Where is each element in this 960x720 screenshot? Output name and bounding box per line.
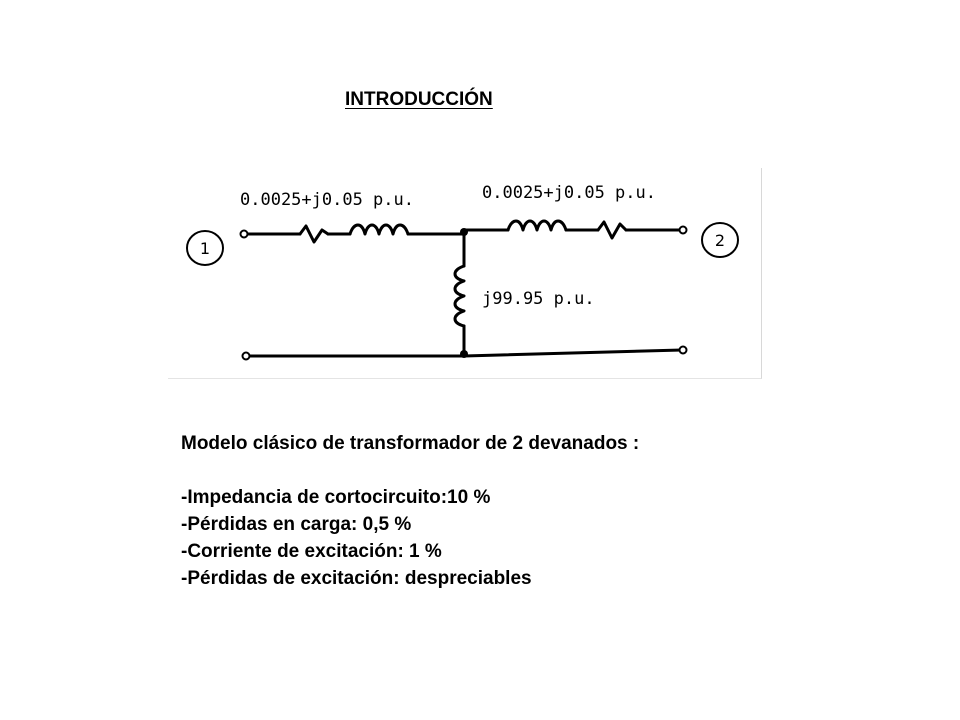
description-item: -Impedancia de cortocircuito:10 % [181, 487, 491, 508]
spacer [181, 457, 639, 484]
transformer-circuit-diagram [168, 168, 762, 379]
top-junction-dot [460, 228, 468, 236]
bottom-junction-dot [460, 350, 468, 358]
description-item: -Pérdidas en carga: 0,5 % [181, 514, 412, 535]
description-item: -Pérdidas de excitación: despreciables [181, 568, 532, 589]
right-inductor [508, 221, 566, 230]
terminal-right-top [680, 227, 687, 234]
terminal-left-top [241, 231, 248, 238]
right-impedance-label: 0.0025+j0.05 p.u. [482, 183, 656, 203]
terminal-right-bottom [680, 347, 687, 354]
description-heading: Modelo clásico de transformador de 2 devanados : [181, 433, 640, 454]
left-resistor [300, 226, 328, 242]
right-resistor [598, 222, 626, 238]
description-item: -Corriente de excitación: 1 % [181, 541, 442, 562]
shunt-impedance-label: j99.95 p.u. [482, 289, 595, 309]
description-block [181, 430, 639, 592]
page-title: INTRODUCCIÓN [345, 89, 493, 110]
terminal-left-bottom [243, 353, 250, 360]
left-inductor [350, 225, 408, 234]
node-right-label: 2 [714, 231, 726, 250]
left-impedance-label: 0.0025+j0.05 p.u. [240, 190, 414, 210]
shunt-inductor [455, 266, 464, 326]
node-left-label: 1 [199, 239, 211, 258]
circuit-svg [168, 168, 761, 378]
